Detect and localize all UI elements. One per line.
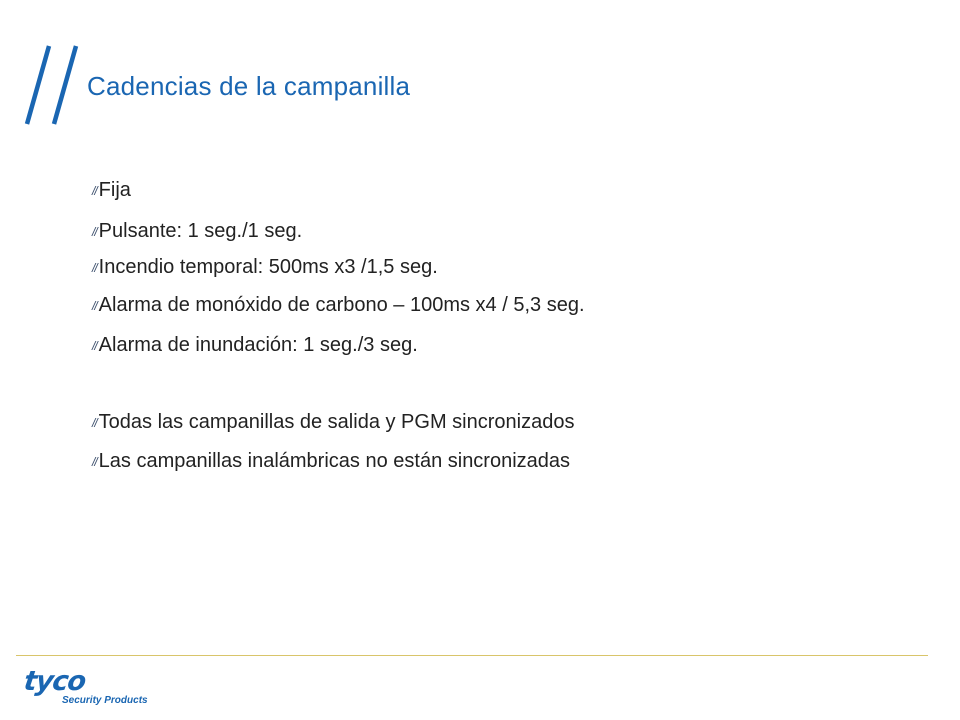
bullet-marker: //	[92, 455, 97, 469]
bullet-item	[92, 410, 574, 435]
bullet-item	[92, 333, 418, 358]
bullet-item	[92, 293, 585, 318]
bullet-text: Las campanillas inalámbricas no están sincronizadas	[98, 450, 571, 472]
footer-divider	[16, 655, 928, 656]
bullet-marker: //	[92, 225, 97, 239]
bullet-text: Pulsante: 1 seg./1 seg.	[98, 220, 303, 242]
bullet-item	[92, 219, 302, 244]
bullet-marker: //	[92, 416, 97, 430]
bullet-text: Alarma de inundación: 1 seg./3 seg.	[98, 334, 418, 356]
tyco-logo	[22, 668, 172, 710]
slide-title: Cadencias de la campanilla	[87, 71, 411, 101]
logo-wordmark: tyco	[21, 666, 88, 697]
bullet-text: Incendio temporal: 500ms x3 /1,5 seg.	[98, 256, 438, 278]
bullet-marker: //	[92, 339, 97, 353]
bullet-text: Fija	[98, 179, 131, 201]
bullet-text: Todas las campanillas de salida y PGM sincronizados	[98, 411, 575, 433]
bullet-marker: //	[92, 299, 97, 313]
bullet-item	[92, 178, 131, 203]
bullet-marker: //	[92, 261, 97, 275]
bullet-text: Alarma de monóxido de carbono – 100ms x4 / 5,3 seg.	[98, 294, 585, 316]
bullet-marker: //	[92, 184, 97, 198]
logo-tagline: Security Products	[62, 695, 148, 706]
bullet-item	[92, 449, 570, 474]
double-slash-icon	[20, 44, 84, 128]
bullet-item	[92, 255, 438, 280]
